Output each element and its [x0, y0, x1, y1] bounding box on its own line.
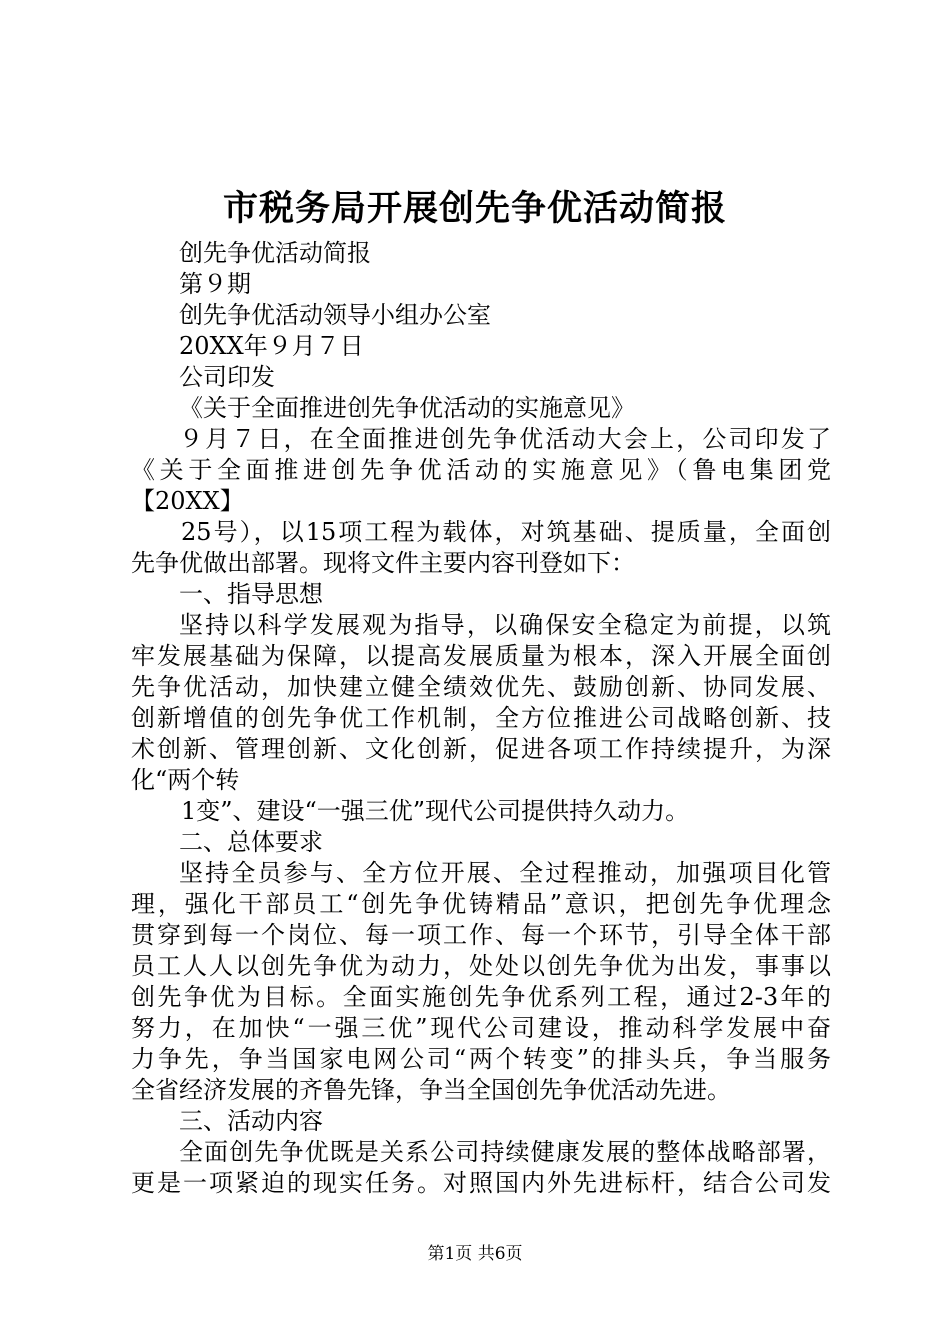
- text-line: 贯穿到每一个岗位、每一项工作、每一个环节，引导全体干部: [131, 921, 831, 949]
- text-line: 先争优做出部署。现将文件主要内容刊登如下：: [131, 549, 635, 577]
- section-heading: 三、活动内容: [179, 1107, 323, 1135]
- text-line: 1变”、建设“一强三优”现代公司提供持久动力。: [181, 797, 690, 825]
- text-line: 《关于全面推进创先争优活动的实施意见》: [179, 394, 635, 422]
- page-number-footer: 第1页 共6页: [427, 1244, 523, 1264]
- text-line: 术创新、管理创新、文化创新，促进各项工作持续提升，为深: [131, 735, 831, 763]
- text-line: 【20XX】: [131, 487, 244, 515]
- text-line: ９月７日，在全面推进创先争优活动大会上，公司印发了: [179, 425, 831, 453]
- text-line: 公司印发: [179, 363, 275, 391]
- text-line: 创新增值的创先争优工作机制，全方位推进公司战略创新、技: [131, 704, 831, 732]
- text-line: 化“两个转: [131, 766, 240, 794]
- text-line: 创先争优活动领导小组办公室: [179, 301, 491, 329]
- text-line: 创先争优活动简报: [179, 239, 371, 267]
- text-line: 力争先，争当国家电网公司“两个转变”的排头兵，争当服务: [131, 1045, 831, 1073]
- text-line: 坚持以科学发展观为指导，以确保安全稳定为前提，以筑: [179, 611, 831, 639]
- text-line: 先争优活动，加快建立健全绩效优先、鼓励创新、协同发展、: [131, 673, 831, 701]
- text-line: 员工人人以创先争优为动力，处处以创先争优为出发，事事以: [131, 952, 831, 980]
- section-heading: 一、指导思想: [179, 580, 323, 608]
- text-line: 20XX年９月７日: [179, 332, 364, 360]
- text-line: 《关于全面推进创先争优活动的实施意见》（鲁电集团党: [131, 456, 831, 484]
- text-line: 坚持全员参与、全方位开展、全过程推动，加强项目化管: [179, 859, 831, 887]
- section-heading: 二、总体要求: [179, 828, 323, 856]
- text-line: 更是一项紧迫的现实任务。对照国内外先进标杆，结合公司发: [131, 1169, 831, 1197]
- text-line: 努力，在加快“一强三优”现代公司建设，推动科学发展中奋: [131, 1014, 831, 1042]
- text-line: 创先争优为目标。全面实施创先争优系列工程，通过2-3年的: [131, 983, 831, 1011]
- text-line: 第９期: [179, 270, 251, 298]
- text-line: 牢发展基础为保障，以提高发展质量为根本，深入开展全面创: [131, 642, 831, 670]
- text-line: 全面创先争优既是关系公司持续健康发展的整体战略部署，: [179, 1138, 831, 1166]
- text-line: 理，强化干部员工“创先争优铸精品”意识，把创先争优理念: [131, 890, 831, 918]
- document-title: 市税务局开展创先争优活动简报: [222, 188, 727, 229]
- text-line: 全省经济发展的齐鲁先锋，争当全国创先争优活动先进。: [131, 1076, 731, 1104]
- text-line: 25号），以15项工程为载体，对筑基础、提质量，全面创: [181, 518, 831, 546]
- document-body: [131, 238, 831, 1199]
